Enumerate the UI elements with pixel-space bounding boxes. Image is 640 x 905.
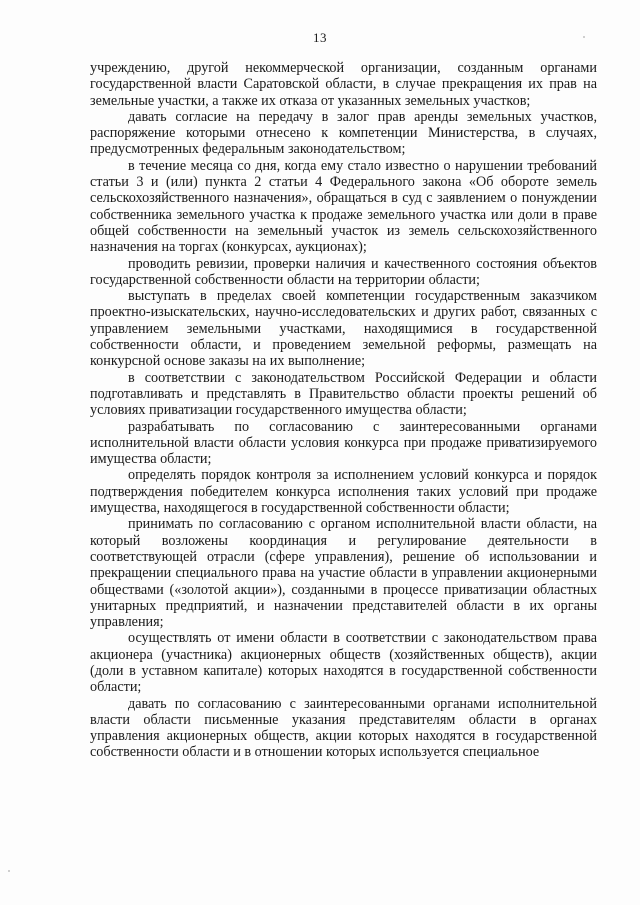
paragraph-privatization-decisions: в соответствии с законодательством Российской Федерации и области подготавливать и представлять в Правительство области проекты решений об условиях приватизации государственного имущества области; <box>90 369 597 419</box>
paragraph-tender-conditions: разрабатывать по согласованию с заинтересованными органами исполнительной власти области условия конкурса при продаже приватизируемого имущества области; <box>90 418 597 468</box>
scan-dot-bottom-left <box>8 870 10 872</box>
paragraph-state-customer: выступать в пределах своей компетенции государственным заказчиком проектно-изыскательских, научно-исследовательских и других работ, связанных с управлением земельными участками, находящимися в государственной собственности области, и проведением земельной реформы, размещать на конкурсной основе заказы на их выполнение; <box>90 288 597 370</box>
document-body <box>90 60 597 761</box>
paragraph-court-application: в течение месяца со дня, когда ему стало известно о нарушении требований статьи 3 и (или) пункта 2 статьи 4 Федерального закона «Об обороте земель сельскохозяйственного назначения», обращаться в суд с заявлением о понуждении собственника земельного участка к продаже земельного участка или доли в праве общей собственности на земельный участок из земель сельскохозяйственного назначения на торгах (конкурсах, аукционах); <box>90 157 597 256</box>
page-number: 13 <box>313 30 327 45</box>
paragraph-audits: проводить ревизии, проверки наличия и качественного состояния объектов государственной собственности области на территории области; <box>90 255 597 288</box>
paragraph-pledge-consent: давать согласие на передачу в залог прав аренды земельных участков, распоряжение которыми отнесено к компетенции Министерства, в случаях, предусмотренных федеральным законодательством; <box>90 108 597 158</box>
paragraph-shareholder-rights: осуществлять от имени области в соответствии с законодательством права акционера (участника) акционерных обществ (хозяйственных обществ), акции (доли в уставном капитале) которых находятся в государственной собственности области; <box>90 630 597 696</box>
paragraph-golden-share: принимать по согласованию с органом исполнительной власти области, на который возложены координация и регулирование деятельности в соответствующей отрасли (сфере управления), решение об использовании и прекращении специального права на участие области в управлении акционерными обществами («золотой акции»), созданными в процессе приватизации областных унитарных предприятий, и назначении представителей области в их органы управления; <box>90 516 597 631</box>
scan-dot-top-right <box>583 36 585 38</box>
paragraph-written-instructions: давать по согласованию с заинтересованными органами исполнительной власти области письменные указания представителям области в органах управления акционерных обществ, акции которых находятся в государственной собственности области и в отношении которых используется специальное <box>90 695 597 761</box>
paragraph-continuation: учреждению, другой некоммерческой организации, созданным органами государственной власти Саратовской области, в случае прекращения их прав на земельные участки, а также их отказа от указанных земельных участков; <box>90 60 597 109</box>
paragraph-tender-control: определять порядок контроля за исполнением условий конкурса и порядок подтверждения победителем конкурса исполнения таких условий при продаже имущества, находящегося в государственной собственности области; <box>90 467 597 517</box>
